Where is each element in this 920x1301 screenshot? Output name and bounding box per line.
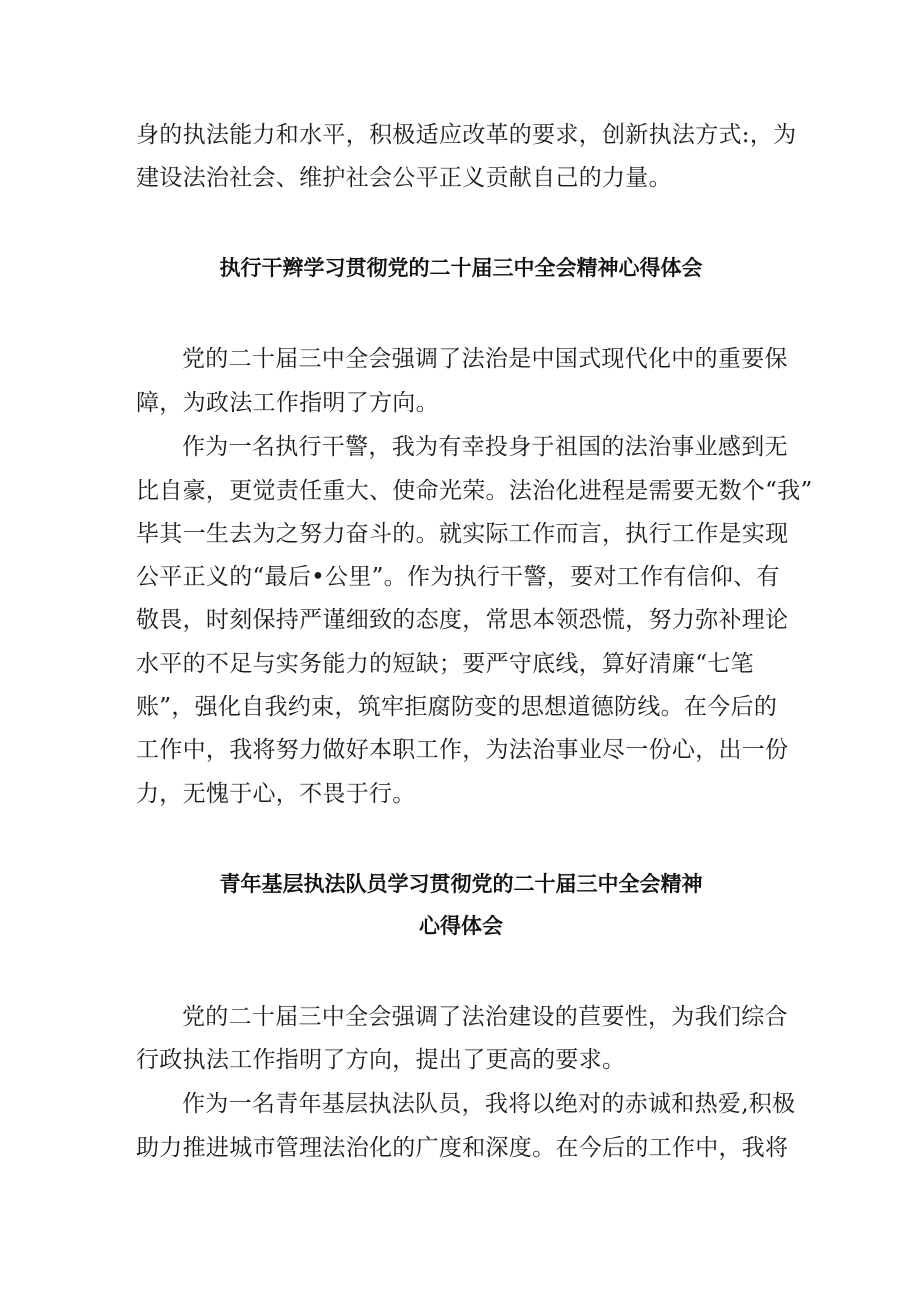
paragraph-line: 公平正义的“最后•公里”。作为执行干警，要对工作有信仰、有 <box>136 564 780 590</box>
paragraph-line: 作为一名青年基层执法队员，我将以绝对的赤诚和热爱,积极 <box>182 1091 796 1117</box>
paragraph-line: 身的执法能力和水平，积极适应改革的要求，创新执法方式:，为 <box>136 122 797 148</box>
paragraph-line: 水平的不足与实务能力的短缺；要严守底线，算好清廉“七笔 <box>136 651 754 677</box>
paragraph-line: 毕其一生去为之努力奋斗的。就实际工作而言，执行工作是实现 <box>136 521 789 547</box>
paragraph-line: 比自豪，更觉责任重大、使命光荣。法治化进程是需要无数个“我” <box>136 478 813 504</box>
section-title: 心得体会 <box>419 914 503 938</box>
paragraph-line: 作为一名执行干警，我为有幸投身于祖国的法治事业感到无 <box>182 434 788 460</box>
paragraph-line: 账”，强化自我约束，筑牢拒腐防变的思想道德防线。在今后的 <box>136 694 778 720</box>
section-title: 执行干辫学习贯彻党的二十届三中全会精神心得体会 <box>219 256 703 280</box>
paragraph-line: 工作中，我将努力做好本职工作，为法治事业尽一份心，出一份 <box>136 737 789 763</box>
paragraph-line: 党的二十届三中全会强调了法治建设的苣要性，为我们综合 <box>182 1004 788 1030</box>
paragraph-line: 助力推进城市管理法治化的广度和深度。在今后的工作中，我将 <box>136 1135 789 1161</box>
paragraph-line: 党的二十届三中全会强调了法治是中国式现代化中的重要保 <box>182 346 788 372</box>
paragraph-line: 敬畏，时刻保持严谨细致的态度，常思本领恐慌，努力弥补理论 <box>136 607 789 633</box>
paragraph-line: 建设法治社会、维护社会公平正义贡献自己的力量。 <box>136 165 672 191</box>
section-title: 青年基层执法队员学习贯彻党的二十届三中全会精神 <box>219 872 703 896</box>
paragraph-line: 力，无愧于心，不畏于行。 <box>136 781 416 807</box>
paragraph-line: 障，为政法工作指明了方向。 <box>136 390 439 416</box>
paragraph-line: 行政执法工作指明了方向，提出了更高的要求。 <box>136 1047 626 1073</box>
